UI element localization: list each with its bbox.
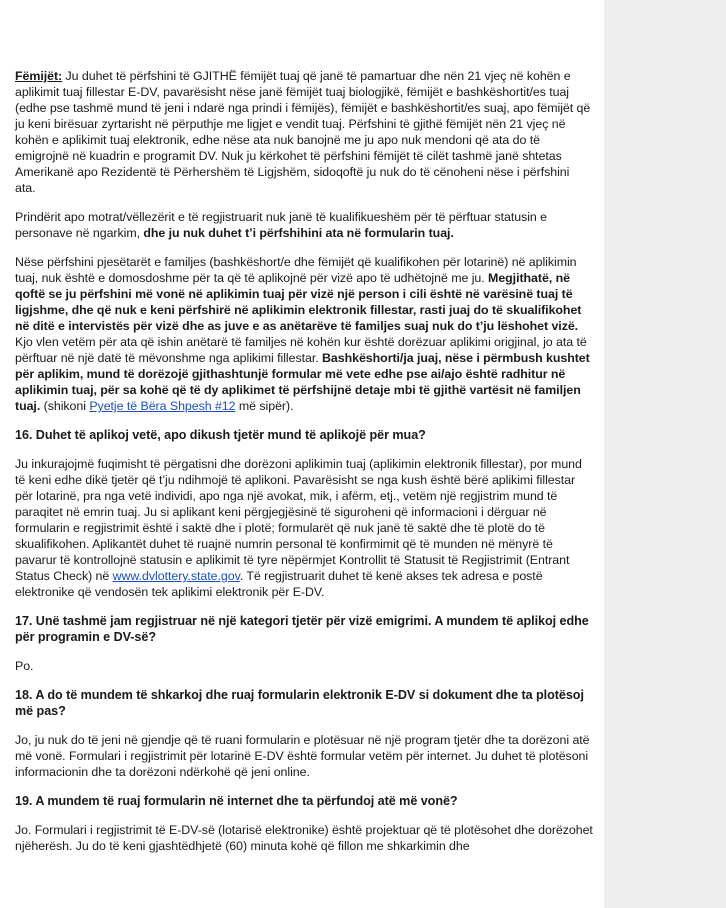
question-19-answer: Jo. Formulari i regjistrimit të E-DV-së (lotarisë elektronike) është projektuar që të plotësohet dhe dorëzohet njëherësh. Ju do të keni gjashtëdhjetë (60) minuta kohë që fillon me shkarkimin dhe bbox=[15, 823, 593, 853]
family-text-f: më sipër). bbox=[235, 399, 294, 413]
children-paragraph bbox=[15, 68, 593, 196]
parents-paragraph bbox=[15, 209, 593, 241]
question-16-heading: 16. Duhet të aplikoj vetë, apo dikush tjetër mund të aplikojë për mua? bbox=[15, 428, 426, 442]
dvlottery-link[interactable]: www.dvlottery.state.gov bbox=[112, 569, 240, 583]
question-17-answer: Po. bbox=[15, 659, 34, 673]
parents-bold: dhe ju nuk duhet t’i përfshihini ata në formularin tuaj. bbox=[143, 226, 454, 240]
family-text-d: Bashkëshorti/ja juaj, nëse i përmbush kushtet për aplikim, mund të dorëzojë gjithashtunjë formular më vete edhe pse ai/ajo është radhitur në aplikimin tuaj, për sa kohë që të dy aplikimet të përfshijnë detaje mbi të gjithë vartësit në familjen tuaj. bbox=[15, 351, 590, 413]
faq-12-link[interactable]: Pyetje të Bëra Shpesh #12 bbox=[89, 399, 236, 413]
family-paragraph bbox=[15, 254, 593, 414]
question-18-heading: 18. A do të mundem të shkarkoj dhe ruaj formularin elektronik E-DV si dokument dhe ta plotësoj më pas? bbox=[15, 688, 584, 718]
parents-text: Prindërit apo motrat/vëllezërit e të regjistruarit nuk janë të kualifikueshëm për të përftuar statusin e personave në ngarkim, bbox=[15, 210, 547, 240]
question-19-heading: 19. A mundem të ruaj formularin në internet dhe ta përfundoj atë më vonë? bbox=[15, 794, 458, 808]
family-text-b: Megjithatë, në qoftë se ju përfshini më vonë në aplikimin tuaj për vizë një person i cili është në varësinë tuaj të ligjshme, dhe që nuk e keni përfshirë në aplikimin elektronik fillestar, rasti juaj do të skualifikohet në ditë e intervistës për vizë dhe as juve e as anëtarëve të familjes suaj nuk do t’ju lëshohet vizë. bbox=[15, 271, 582, 333]
family-text-a: Nëse përfshini pjesëtarët e familjes (bashkëshort/e dhe fëmijët që kualifikohen për lotarinë) në aplikimin tuaj, nuk është e domosdoshme për ta që të aplikojnë për vizë apo të udhëtojnë me ju. bbox=[15, 255, 577, 285]
family-text-e: (shikoni bbox=[40, 399, 90, 413]
q16-text-2: . Të regjistruarit duhet të kenë akses tek adresa e postë elektronike që vendosën tek aplikimi elektronik për E-DV. bbox=[15, 569, 543, 599]
question-16-answer bbox=[15, 456, 593, 600]
question-18-answer: Jo, ju nuk do të jeni në gjendje që të ruani formularin e plotësuar në një program tjetër dhe ta dorëzoni atë më vonë. Formulari i regjistrimit për lotarinë E-DV është formular vetëm për internet. Ju duhet të plotësoni informacionin dhe ta dorëzoni ndërkohë që jeni online. bbox=[15, 733, 590, 779]
children-text: Ju duhet të përfshini të GJITHË fëmijët tuaj që janë të pamartuar dhe nën 21 vjeç në kohën e aplikimit tuaj fillestar E-DV, pavarësisht nëse janë fëmijët tuaj biologjikë, fëmijët e bashkëshortit/es tuaj (edhe pse tashmë mund të jeni i ndarë nga prindi i fëmijës), fëmijët e bashkëshortit/es suaj, apo fëmijët që ju keni birësuar zyrtarisht në përputhje me ligjet e vendit tuaj. Përfshini të gjithë fëmijët nën 21 vjeç në kohën e aplikimit tuaj elektronik, edhe nëse ata nuk banojnë me ju apo nuk mendoni që ata do të emigrojnë në kuadrin e programit DV. Nuk ju kërkohet të përfshini fëmijët të cilët tashmë janë shtetas Amerikanë apo Rezidentë të Përhershëm të Ligjshëm, sidoqoftë ju nuk do të cënoheni nëse i përfshini ata. bbox=[15, 69, 591, 195]
q16-text-1: Ju inkurajojmë fuqimisht të përgatisni dhe dorëzoni aplikimin tuaj (aplikimin elektronik fillestar), por mund të keni edhe dikë tjetër që t’ju ndihmojë të aplikoni. Pavarësisht se nga kush është bërë aplikimi fillestar për lotarinë, pra nga vetë individi, apo nga një avokat, mik, i afërm, etj., vetëm një regjistrim mund të paraqitet në emrin tuaj. Ju si aplikant keni përgjegjësinë të siguroheni që informacioni i dërguar në formularin e regjistrimit është i saktë dhe i plotë; formularët që nuk janë të saktë dhe të plotë do të skualifikohen. Aplikantët duhet të ruajnë numrin personal të konfirmimit që të munden në mënyrë të pavarur të kontrollojnë statusin e aplikimit të tyre nëpërmjet Kontrollit të Statusit të Regjistrimit (Entrant Status Check) në bbox=[15, 457, 582, 583]
children-label: Fëmijët: bbox=[15, 69, 63, 83]
family-text-c: Kjo vlen vetëm për ata që ishin anëtarë të familjes në kohën kur është dorëzuar aplikimi origjinal, jo ata të përftuar në një datë të mëvonshme nga aplikimi fillestar. bbox=[15, 335, 587, 365]
document-body bbox=[15, 68, 593, 867]
side-panel bbox=[604, 0, 726, 908]
question-17-heading: 17. Unë tashmë jam regjistruar në një kategori tjetër për vizë emigrimi. A mundem të aplikoj edhe për programin e DV-së? bbox=[15, 614, 589, 644]
